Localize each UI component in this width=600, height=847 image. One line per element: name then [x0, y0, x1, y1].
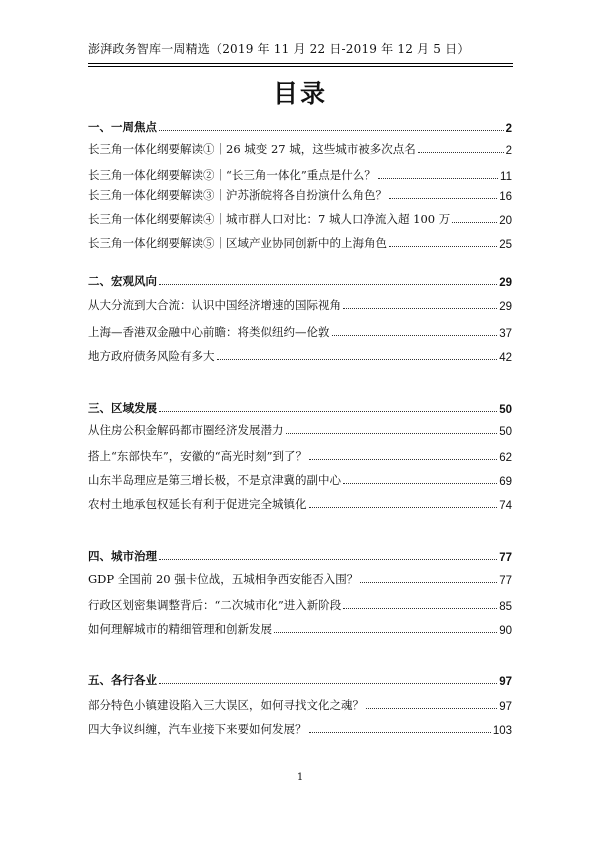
toc-dot-leader — [274, 632, 497, 633]
toc-dot-leader — [159, 411, 497, 412]
toc-page-number: 50 — [499, 426, 512, 438]
toc-page-number: 62 — [499, 452, 512, 464]
toc-page-number: 42 — [499, 352, 512, 364]
toc-page-number: 97 — [499, 701, 512, 713]
toc-entry[interactable] — [88, 695, 512, 713]
toc-entry-label: 四大争议纠缠，汽车业接下来要如何发展？ — [88, 722, 307, 736]
toc-page-number: 97 — [499, 676, 512, 688]
toc-dot-leader — [332, 335, 498, 336]
toc-entry-label: 农村土地承包权延长有利于促进完全城镇化 — [88, 497, 307, 511]
toc-section-label: 一、一周焦点 — [88, 120, 157, 134]
toc-dot-leader — [343, 308, 497, 309]
toc-dot-leader — [309, 732, 491, 733]
toc-section-1[interactable] — [88, 117, 512, 135]
toc-dot-leader — [366, 708, 497, 709]
toc-dot-leader — [360, 582, 497, 583]
toc-dot-leader — [309, 459, 497, 460]
toc-dot-leader — [286, 433, 498, 434]
toc-section-2[interactable] — [88, 271, 512, 289]
toc-entry[interactable] — [88, 185, 512, 203]
header-rule-thin — [88, 66, 513, 67]
toc-entry-label: 上海—香港双金融中心前瞻：将类似纽约—伦敦 — [88, 325, 330, 339]
toc-page-number: 37 — [499, 328, 512, 340]
toc-section-4[interactable] — [88, 546, 512, 564]
toc-entry-label: 搭上“东部快车”，安徽的“高光时刻”到了？ — [88, 449, 308, 463]
toc-entry[interactable] — [88, 165, 512, 183]
toc-entry-label: 地方政府债务风险有多大 — [88, 349, 215, 363]
toc-dot-leader — [159, 683, 497, 684]
toc-entry-label: 从大分流到大合流：认识中国经济增速的国际视角 — [88, 298, 341, 312]
toc-page-number: 103 — [492, 725, 512, 737]
toc-dot-leader — [389, 198, 497, 199]
toc-page-number: 29 — [499, 277, 512, 289]
toc-section-label: 四、城市治理 — [88, 549, 157, 563]
toc-dot-leader — [217, 359, 498, 360]
running-header: 澎湃政务智库一周精选（2019 年 11 月 22 日-2019 年 12 月 5 日） — [88, 42, 470, 56]
toc-entry[interactable] — [88, 346, 512, 364]
toc-dot-leader — [343, 483, 497, 484]
toc-page-number: 2 — [505, 145, 512, 157]
toc-page-number: 11 — [500, 171, 512, 183]
toc-section-label: 五、各行各业 — [88, 673, 157, 687]
toc-page-number: 16 — [499, 191, 512, 203]
toc-entry[interactable] — [88, 446, 512, 464]
toc-section-5[interactable] — [88, 670, 512, 688]
toc-page-number: 25 — [499, 239, 512, 251]
toc-entry-label: 山东半岛理应是第三增长极，不是京津冀的副中心 — [88, 473, 341, 487]
toc-dot-leader — [159, 559, 497, 560]
toc-entry[interactable] — [88, 420, 512, 438]
toc-entry[interactable] — [88, 295, 512, 313]
toc-entry[interactable] — [88, 619, 512, 637]
toc-entry[interactable] — [88, 322, 512, 340]
toc-page-number: 29 — [499, 301, 512, 313]
toc-dot-leader — [418, 152, 504, 153]
toc-dot-leader — [159, 284, 497, 285]
toc-entry-label: 如何理解城市的精细管理和创新发展 — [88, 622, 272, 636]
toc-section-label: 二、宏观风向 — [88, 274, 157, 288]
toc-entry[interactable] — [88, 569, 512, 587]
toc-entry[interactable] — [88, 209, 512, 227]
header-rule — [88, 63, 513, 64]
toc-entry-label: GDP 全国前 20 强卡位战，五城相争西安能否入围？ — [88, 572, 359, 586]
toc-dot-leader — [389, 246, 497, 247]
toc-section-3[interactable] — [88, 398, 512, 416]
toc-dot-leader — [378, 178, 498, 179]
toc-entry-label: 部分特色小镇建设陷入三大误区，如何寻找文化之魂？ — [88, 698, 364, 712]
toc-dot-leader — [159, 130, 504, 131]
toc-section-label: 三、区域发展 — [88, 401, 157, 415]
page-number: 1 — [296, 772, 304, 783]
toc-entry-label: 长三角一体化纲要解读⑤｜区域产业协同创新中的上海角色 — [88, 236, 387, 250]
toc-page-number: 85 — [499, 601, 512, 613]
toc-entry[interactable] — [88, 494, 512, 512]
toc-page-number: 50 — [499, 404, 512, 416]
toc-dot-leader — [343, 608, 497, 609]
toc-page-number: 2 — [505, 123, 512, 135]
toc-dot-leader — [452, 222, 497, 223]
toc-page-number: 77 — [499, 552, 512, 564]
toc-entry[interactable] — [88, 470, 512, 488]
toc-entry[interactable] — [88, 233, 512, 251]
toc-entry[interactable] — [88, 139, 512, 157]
toc-entry-label: 从住房公积金解码都市圈经济发展潜力 — [88, 423, 284, 437]
toc-entry-label: 长三角一体化纲要解读②｜“长三角一体化”重点是什么？ — [88, 168, 376, 182]
toc-entry-label: 行政区划密集调整背后：“二次城市化”进入新阶段 — [88, 598, 342, 612]
toc-page-number: 77 — [499, 575, 512, 587]
toc-entry-label: 长三角一体化纲要解读①｜26 城变 27 城，这些城市被多次点名 — [88, 142, 416, 156]
toc-page-number: 69 — [499, 476, 512, 488]
toc-page-number: 90 — [499, 625, 512, 637]
toc-entry[interactable] — [88, 719, 512, 737]
toc-entry[interactable] — [88, 595, 512, 613]
toc-page-number: 20 — [499, 215, 512, 227]
toc-dot-leader — [309, 507, 498, 508]
toc-page-number: 74 — [499, 500, 512, 512]
toc-entry-label: 长三角一体化纲要解读③｜沪苏浙皖将各自扮演什么角色？ — [88, 188, 387, 202]
toc-title: 目录 — [272, 79, 327, 108]
toc-entry-label: 长三角一体化纲要解读④｜城市群人口对比：7 城人口净流入超 100 万 — [88, 212, 451, 226]
